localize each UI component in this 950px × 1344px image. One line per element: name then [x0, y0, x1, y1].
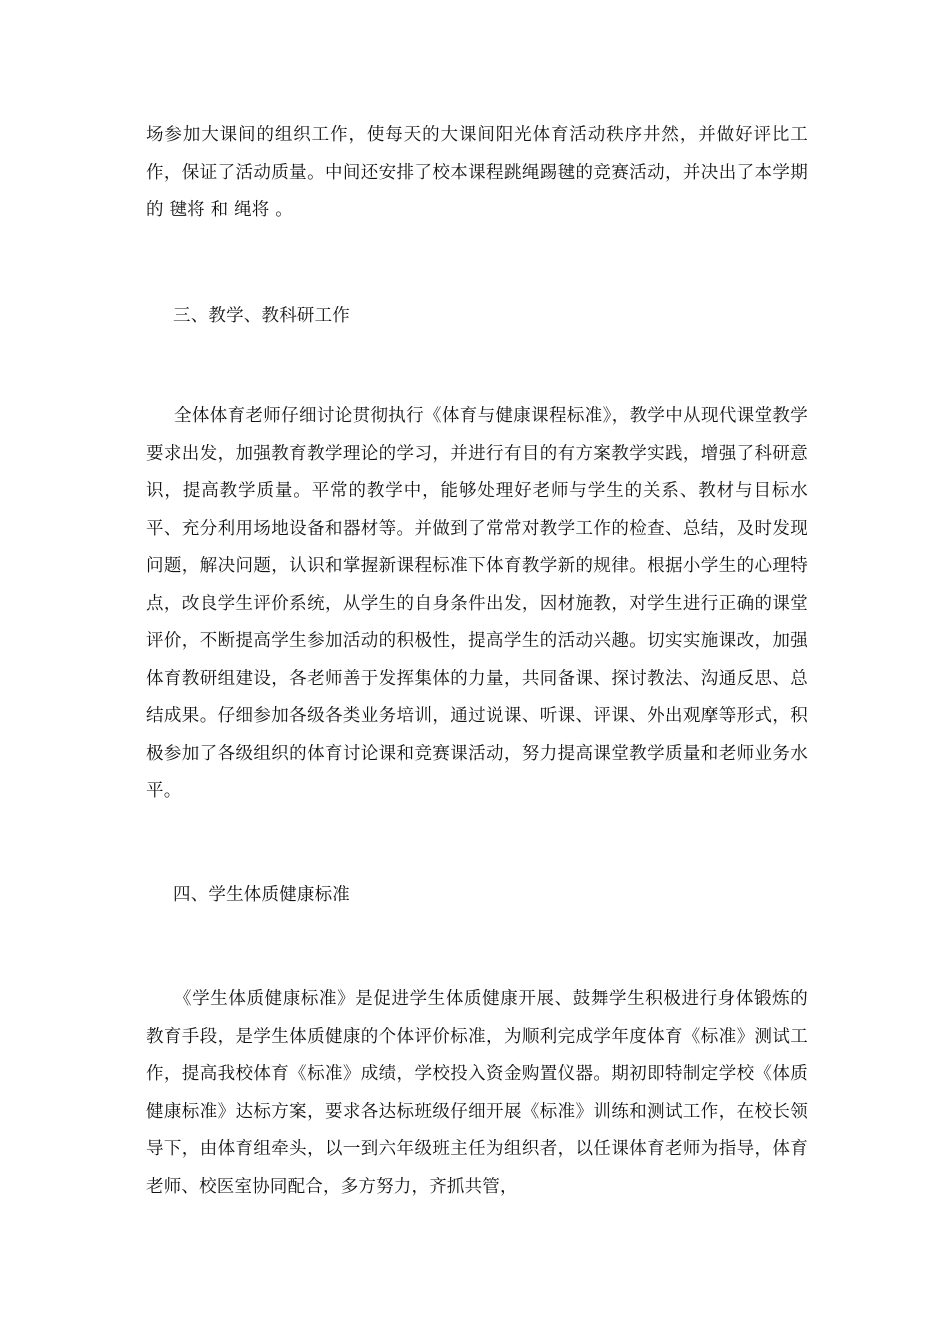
paragraph-activities-continued: 场参加大课间的组织工作，使每天的大课间阳光体育活动秩序井然，并做好评比工作，保证了活动质量。中间还安排了校本课程跳绳踢毽的竞赛活动，并决出了本学期的 毽将 和 绳将 。 — [146, 125, 808, 220]
paragraph-teaching-research: 全体体育老师仔细讨论贯彻执行《体育与健康课程标准》，教学中从现代课堂教学要求出发，加强教育教学理论的学习，并进行有目的有方案教学实践，增强了科研意识，提高教学质量。平常的教学中，能够处理好老师与学生的关系、教材与目标水平、充分利用场地设备和器材等。并做到了常常对教学工作的检查、总结，及时发现问题，解决问题，认识和掌握新课程标准下体育教学新的规律。根据小学生的心理特点，改良学生评价系统，从学生的自身条件出发，因材施教，对学生进行正确的课堂评价，不断提高学生参加活动的积极性，提高学生的活动兴趣。切实实施课改，加强体育教研组建设，各老师善于发挥集体的力量，共同备课、探讨教法、沟通反思、总结成果。仔细参加各级各类业务培训，通过说课、听课、评课、外出观摩等形式，积极参加了各级组织的体育讨论课和竞赛课活动，努力提高课堂教学质量和老师业务水平。 — [146, 406, 808, 801]
paragraph-physical-health-standard: 《学生体质健康标准》是促进学生体质健康开展、鼓舞学生积极进行身体锻炼的教育手段，是学生体质健康的个体评价标准，为顺利完成学年度体育《标准》测试工作，提高我校体育《标准》成绩，学校投入资金购置仪器。期初即特制定学校《体质健康标准》达标方案，要求各达标班级仔细开展《标准》训练和测试工作，在校长领导下，由体育组牵头，以一到六年级班主任为组织者，以任课体育老师为指导，体育老师、校医室协同配合，多方努力，齐抓共管， — [146, 989, 808, 1197]
section-heading-physical-health-standard: 四、学生体质健康标准 — [173, 885, 350, 905]
section-heading-teaching-research: 三、教学、教科研工作 — [173, 306, 350, 326]
